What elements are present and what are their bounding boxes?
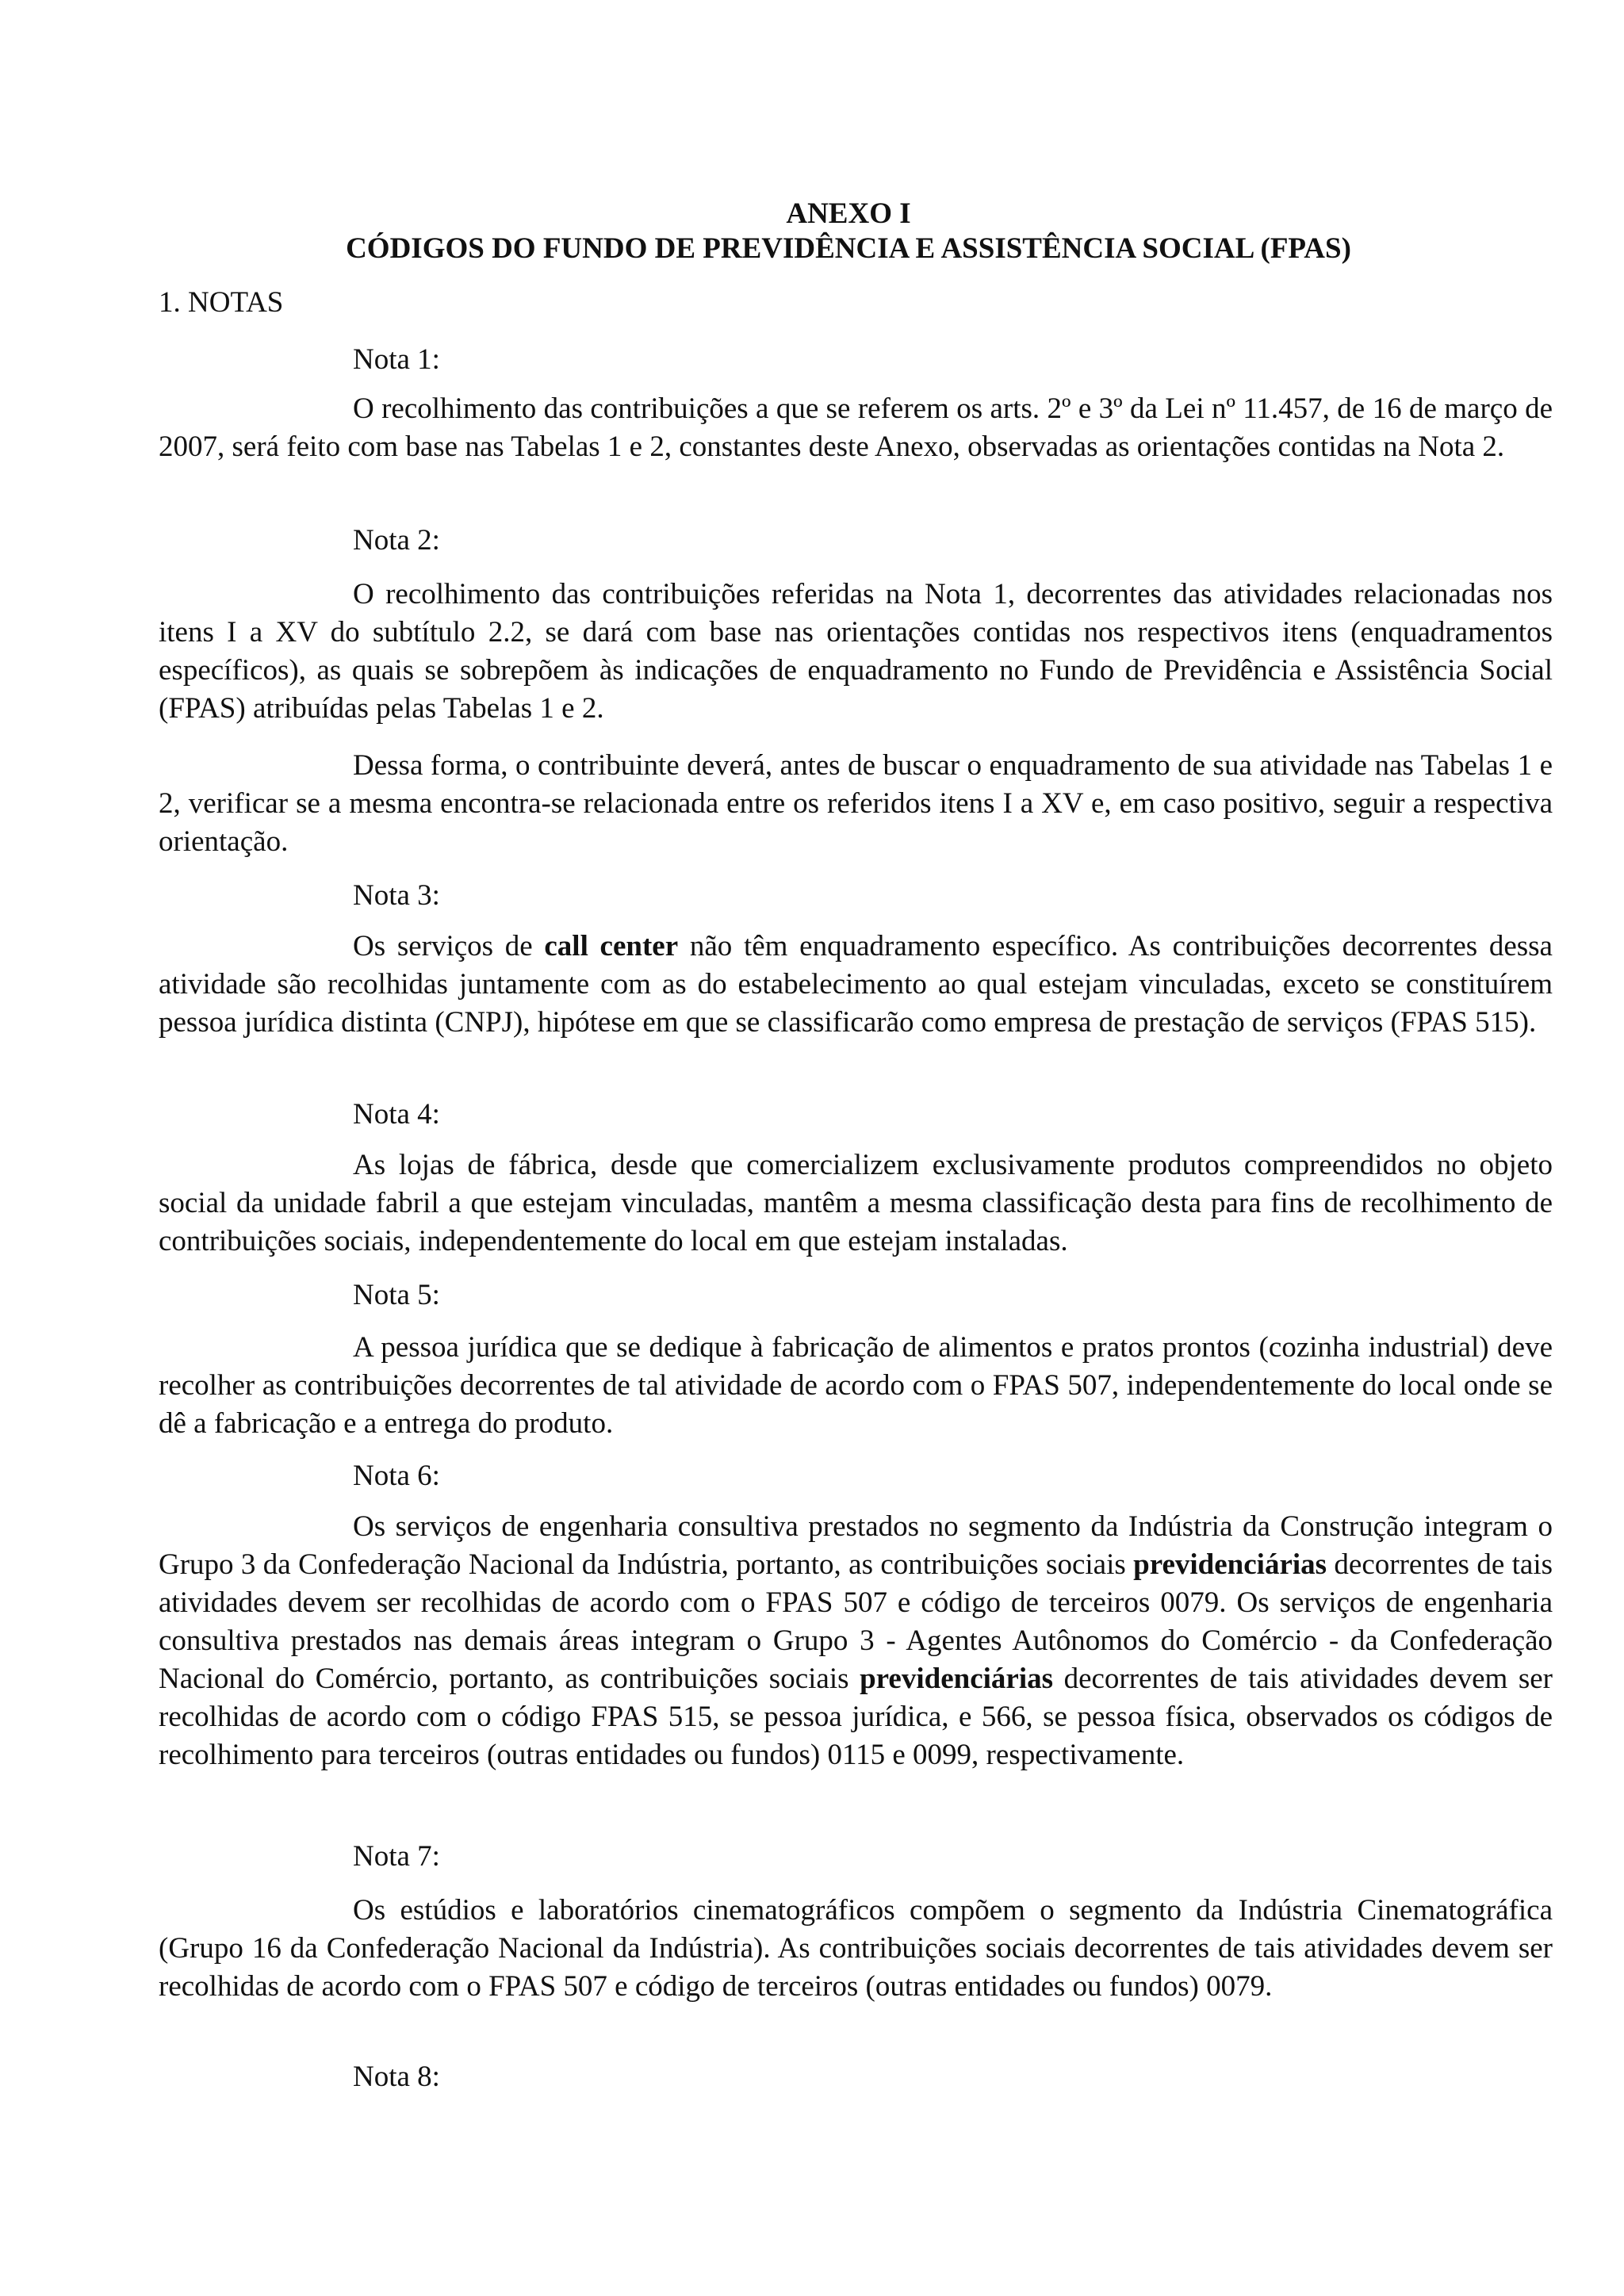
note-paragraph	[159, 1508, 1553, 1774]
note-paragraph: O recolhimento das contribuições a que se referem os arts. 2º e 3º da Lei nº 11.457, de 16 de março de 2007, será feito com base nas Tabelas 1 e 2, constantes deste Anexo, observadas as orientações contidas na Nota 2.	[159, 392, 1553, 463]
text-segment: Os serviços de	[353, 930, 545, 962]
text-segment: não têm enquadramento específico. As contribuições decorrentes dessa atividade são recolhidas juntamente com as do estabelecimento ao qual estejam vinculadas, exceto se constituírem pessoa jurídica distinta (CNPJ), hipótese em que se classificarão como empresa de prestação de serviços (FPAS 515).	[159, 930, 1553, 1039]
note-label: Nota 3:	[353, 879, 440, 912]
note-label: Nota 7:	[353, 1840, 440, 1873]
note-paragraph: Dessa forma, o contribuinte deverá, antes de buscar o enquadramento de sua atividade nas Tabelas 1 e 2, verificar se a mesma encontra-se relacionada entre os referidos itens I a XV e, em caso positivo, seguir a respectiva orientação.	[159, 749, 1553, 858]
section-title: 1. NOTAS	[159, 286, 284, 319]
annex-title: ANEXO I	[786, 197, 911, 230]
text-segment: Os serviços de engenharia consultiva prestados no segmento da Indústria da Construção integram o Grupo 3 da Confederação Nacional da Indústria, portanto, as contribuições sociais	[159, 1510, 1553, 1581]
bold-term: previdenciárias	[860, 1663, 1053, 1695]
note-label: Nota 4:	[353, 1098, 440, 1131]
note-label: Nota 1:	[353, 343, 440, 376]
note-label: Nota 2:	[353, 524, 440, 557]
note-label: Nota 6:	[353, 1460, 440, 1492]
annex-subtitle: CÓDIGOS DO FUNDO DE PREVIDÊNCIA E ASSISTÊNCIA SOCIAL (FPAS)	[346, 232, 1351, 265]
note-paragraph: Os estúdios e laboratórios cinematográficos compõem o segmento da Indústria Cinematográfica (Grupo 16 da Confederação Nacional da Indústria). As contribuições sociais decorrentes de tais atividades devem ser recolhidas de acordo com o FPAS 507 e código de terceiros (outras entidades ou fundos) 0079.	[159, 1894, 1553, 2003]
note-paragraph: A pessoa jurídica que se dedique à fabricação de alimentos e pratos prontos (cozinha industrial) deve recolher as contribuições decorrentes de tal atividade de acordo com o FPAS 507, independentemente do local onde se dê a fabricação e a entrega do produto.	[159, 1331, 1553, 1440]
note-label: Nota 5:	[353, 1279, 440, 1311]
note-label: Nota 8:	[353, 2061, 440, 2093]
bold-term: call center	[544, 930, 679, 962]
note-paragraph: O recolhimento das contribuições referidas na Nota 1, decorrentes das atividades relacionadas nos itens I a XV do subtítulo 2.2, se dará com base nas orientações contidas nos respectivos itens (enquadramentos específicos), as quais se sobrepõem às indicações de enquadramento no Fundo de Previdência e Assistência Social (FPAS) atribuídas pelas Tabelas 1 e 2.	[159, 578, 1553, 725]
note-paragraph: As lojas de fábrica, desde que comercializem exclusivamente produtos compreendidos no objeto social da unidade fabril a que estejam vinculadas, mantêm a mesma classificação desta para fins de recolhimento de contribuições sociais, independentemente do local em que estejam instaladas.	[159, 1149, 1553, 1257]
text-segment: decorrentes de tais atividades devem ser recolhidas de acordo com o FPAS 507 e código de terceiros 0079. Os serviços de engenharia consultiva prestados nas demais áreas integram o Grupo 3 - Agentes Autônomos do Comércio - da Confederação Nacional do Comércio, portanto, as contribuições sociais	[159, 1548, 1553, 1695]
text-segment: decorrentes de tais atividades devem ser recolhidas de acordo com o código FPAS 515, se pessoa jurídica, e 566, se pessoa física, observados os códigos de recolhimento para terceiros (outras entidades ou fundos) 0115 e 0099, respectivamente.	[159, 1663, 1553, 1771]
note-paragraph	[159, 928, 1553, 1042]
bold-term: previdenciárias	[1133, 1548, 1327, 1581]
